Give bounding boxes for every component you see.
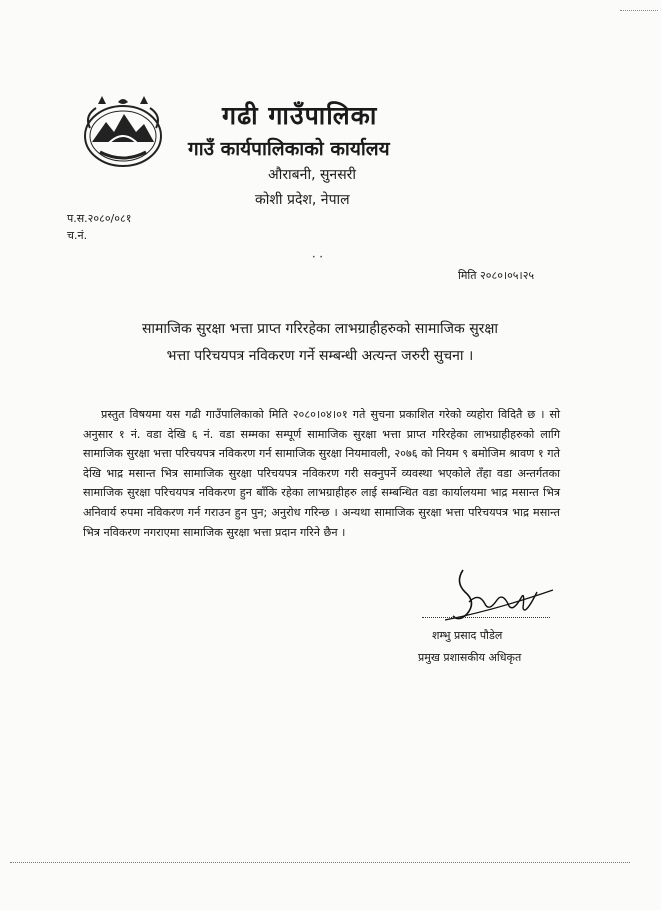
handwritten-signature <box>425 562 565 632</box>
dispatch-number: च.नं. <box>67 229 88 243</box>
letter-date: मिति २०८०।०५।२५ <box>458 269 535 282</box>
address-line-1: औराबनी, सुनसरी <box>268 167 357 183</box>
footer-dotted-rule <box>10 862 630 863</box>
scan-specks: • • <box>312 254 323 261</box>
reference-block <box>67 210 131 244</box>
top-dotted-mark <box>620 10 658 11</box>
body-paragraph: प्रस्तुत विषयमा यस गढी गाउँपालिकाको मिति २०८०।०४।०१ गते सुचना प्रकाशित गरेको व्यहोरा विदितै छ । सो अनुसार १ नं. वडा देखि ६ नं. वडा सम्मका सम्पूर्ण सामाजिक सुरक्षा भत्ता प्राप्त गरिरहेका लाभग्राहीहरुको लागि सामाजिक सुरक्षा भत्ता परिचयपत्र नविकरण गर्न सामाजिक सुरक्षा नियमावली, २०७६ को नियम ९ बमोजिम श्रावण १ गते देखि भाद्र मसान्त भित्र सामाजिक सुरक्षा परिचयपत्र नविकरण गरी सक्नुपर्ने व्यवस्था भएकोले तँहा वडा अन्तर्गतका सामाजिक सुरक्षा परिचयपत्र नविकरण हुन बाँकि रहेका लाभग्राहीहरु लाई सम्बन्धित वडा कार्यालयमा भाद्र मसान्त भित्र अनिवार्य रुपमा नविकरण गर्न गराउन हुन पुन; अनुरोध गरिन्छ । अन्यथा सामाजिक सुरक्षा भत्ता परिचयपत्र भाद्र मसान्त भित्र नविकरण नगराएमा सामाजिक सुरक्षा भत्ता प्रदान गरिने छैन । <box>83 408 560 539</box>
address-line-2: कोशी प्रदेश, नेपाल <box>255 192 350 208</box>
subject-line-2: भत्ता परिचयपत्र नविकरण गर्ने सम्बन्धी अत्यन्त जरुरी सुचना । <box>166 348 474 364</box>
office-name: गाउँ कार्यपालिकाको कार्यालय <box>188 138 390 160</box>
fiscal-year-ref: प.स.२०८०/०८१ <box>67 212 132 225</box>
organization-name: गढी गाउँपालिका <box>222 101 378 130</box>
nepal-emblem-icon <box>78 92 168 172</box>
subject-heading <box>70 316 570 370</box>
signatory-title: प्रमुख प्रशासकीय अधिकृत <box>418 651 522 664</box>
signatory-name: शम्भु प्रसाद पौडेल <box>432 629 503 642</box>
signature-dotted-line <box>422 617 550 618</box>
subject-line-1: सामाजिक सुरक्षा भत्ता प्राप्त गरिरहेका लाभग्राहीहरुको सामाजिक सुरक्षा <box>141 321 499 337</box>
